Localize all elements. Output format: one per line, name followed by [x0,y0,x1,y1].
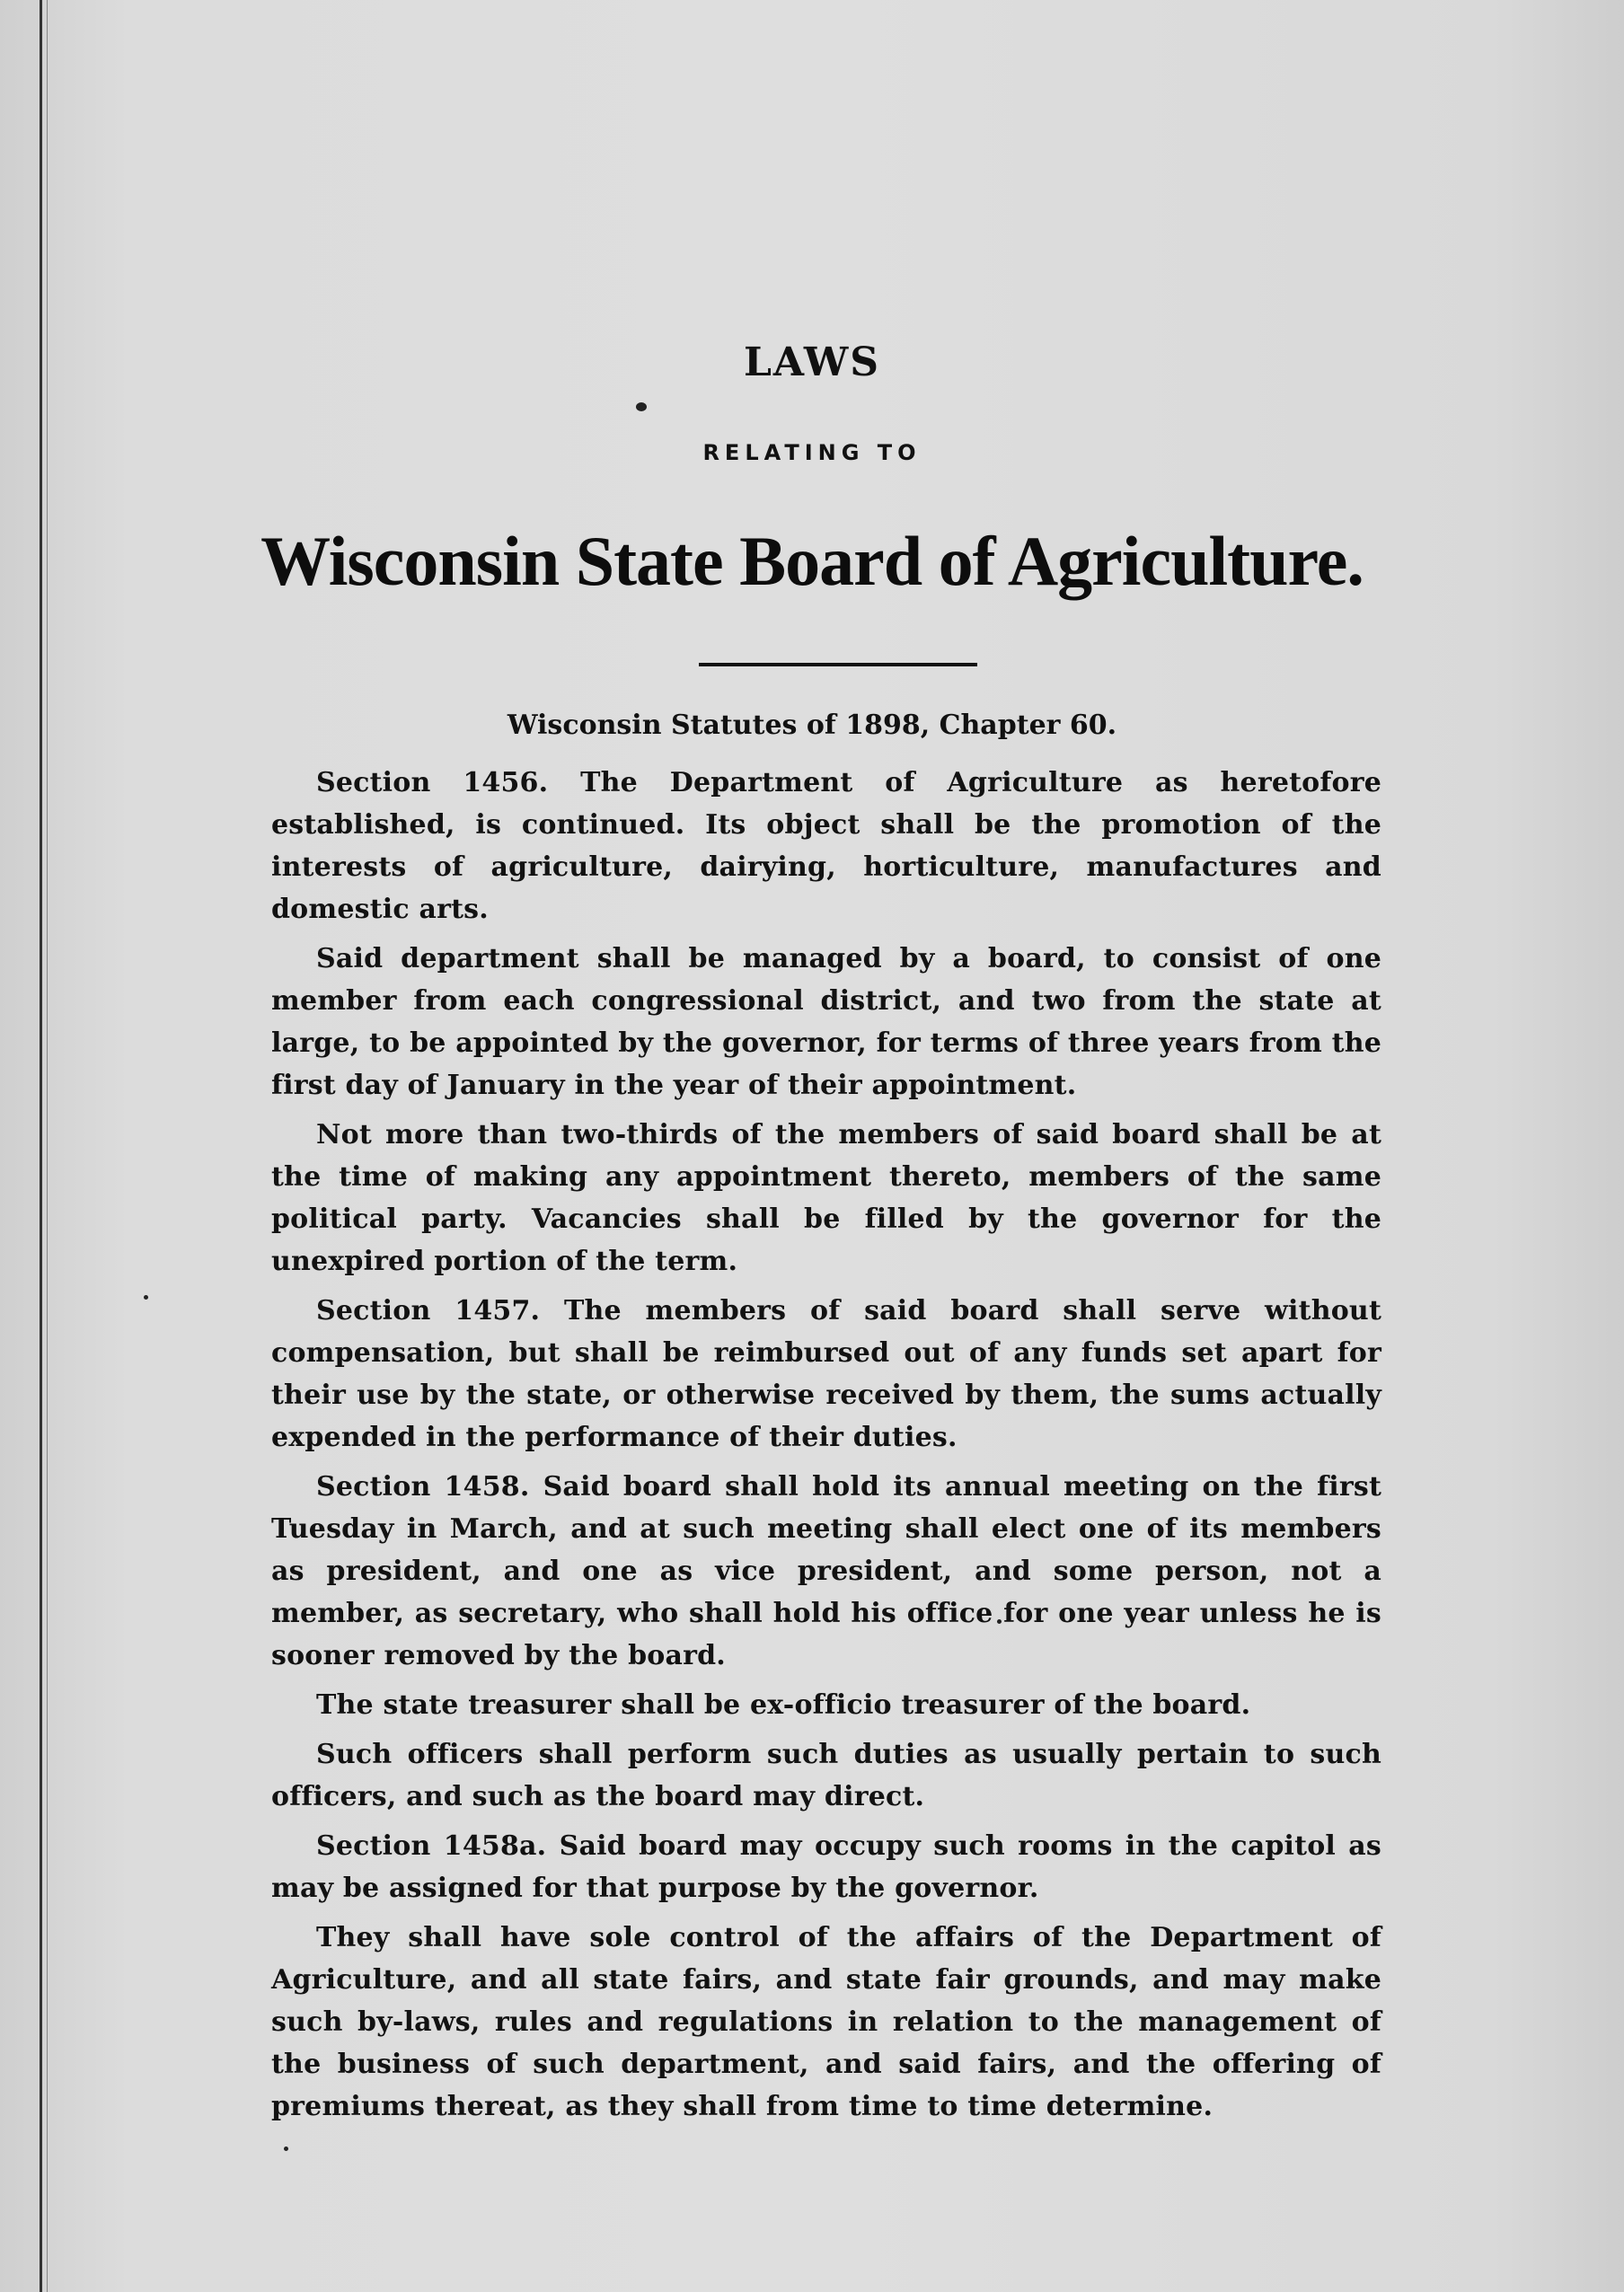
statute-reference: Wisconsin Statutes of 1898, Chapter 60. [507,710,1117,741]
ink-speck [144,1295,148,1300]
paragraph-state-treasurer: The state treasurer shall be ex-officio treasurer of the board. [316,1689,1251,1721]
paragraph-political-party: Not more than two-thirds of the members of said board shall be at the time of making any appointment thereto, members of the same political party. Vacancies shall be filled by the governor for the unexpired portion of the term. [271,1119,1381,1277]
heading-laws: LAWS [743,339,881,385]
paragraph-officer-duties: Such officers shall perform such duties as usually pertain to such officers, and such as the board may direct. [271,1739,1381,1812]
paragraph-section-1458a: Section 1458a. Said board may occupy such rooms in the capitol as may be assigned for that purpose by the governor. [271,1830,1381,1904]
paragraph-section-1457: Section 1457. The members of said board shall serve without compensation, but shall be reimbursed out of any funds set apart for their use by the state, or otherwise received by them, the sums actually expended in the performance of their duties. [271,1295,1381,1453]
title-divider [699,663,977,666]
paragraph-section-1456: Section 1456. The Department of Agriculture as heretofore established, is continued. Its object shall be the promotion of the interests of agriculture, dairying, horticulture, manufactures and domestic arts. [271,767,1381,925]
ink-speck [284,2147,288,2151]
statute-body [271,762,1381,2135]
paragraph-section-1458: Section 1458. Said board shall hold its annual meeting on the first Tuesday in March, and at such meeting shall elect one of its members as president, and one as vice president, and some person, not a member, as secretary, who shall hold his office for one year unless he is sooner removed by the board. [271,1471,1381,1671]
heading-relating-to: RELATING TO [702,440,922,465]
paragraph-sole-control: They shall have sole control of the affairs of the Department of Agriculture, and all state fairs, and state fair grounds, and may make such by-laws, rules and regulations in relation to the management of the business of such department, and said fairs, and the offering of premiums thereat, as they shall from time to time determine. [271,1922,1381,2122]
ink-speck [636,402,647,411]
page-title: Wisconsin State Board of Agriculture. [260,522,1364,600]
paragraph-board-management: Said department shall be managed by a board, to consist of one member from each congressional district, and two from the state at large, to be appointed by the governor, for terms of three years from the first day of January in the year of their appointment. [271,943,1381,1101]
